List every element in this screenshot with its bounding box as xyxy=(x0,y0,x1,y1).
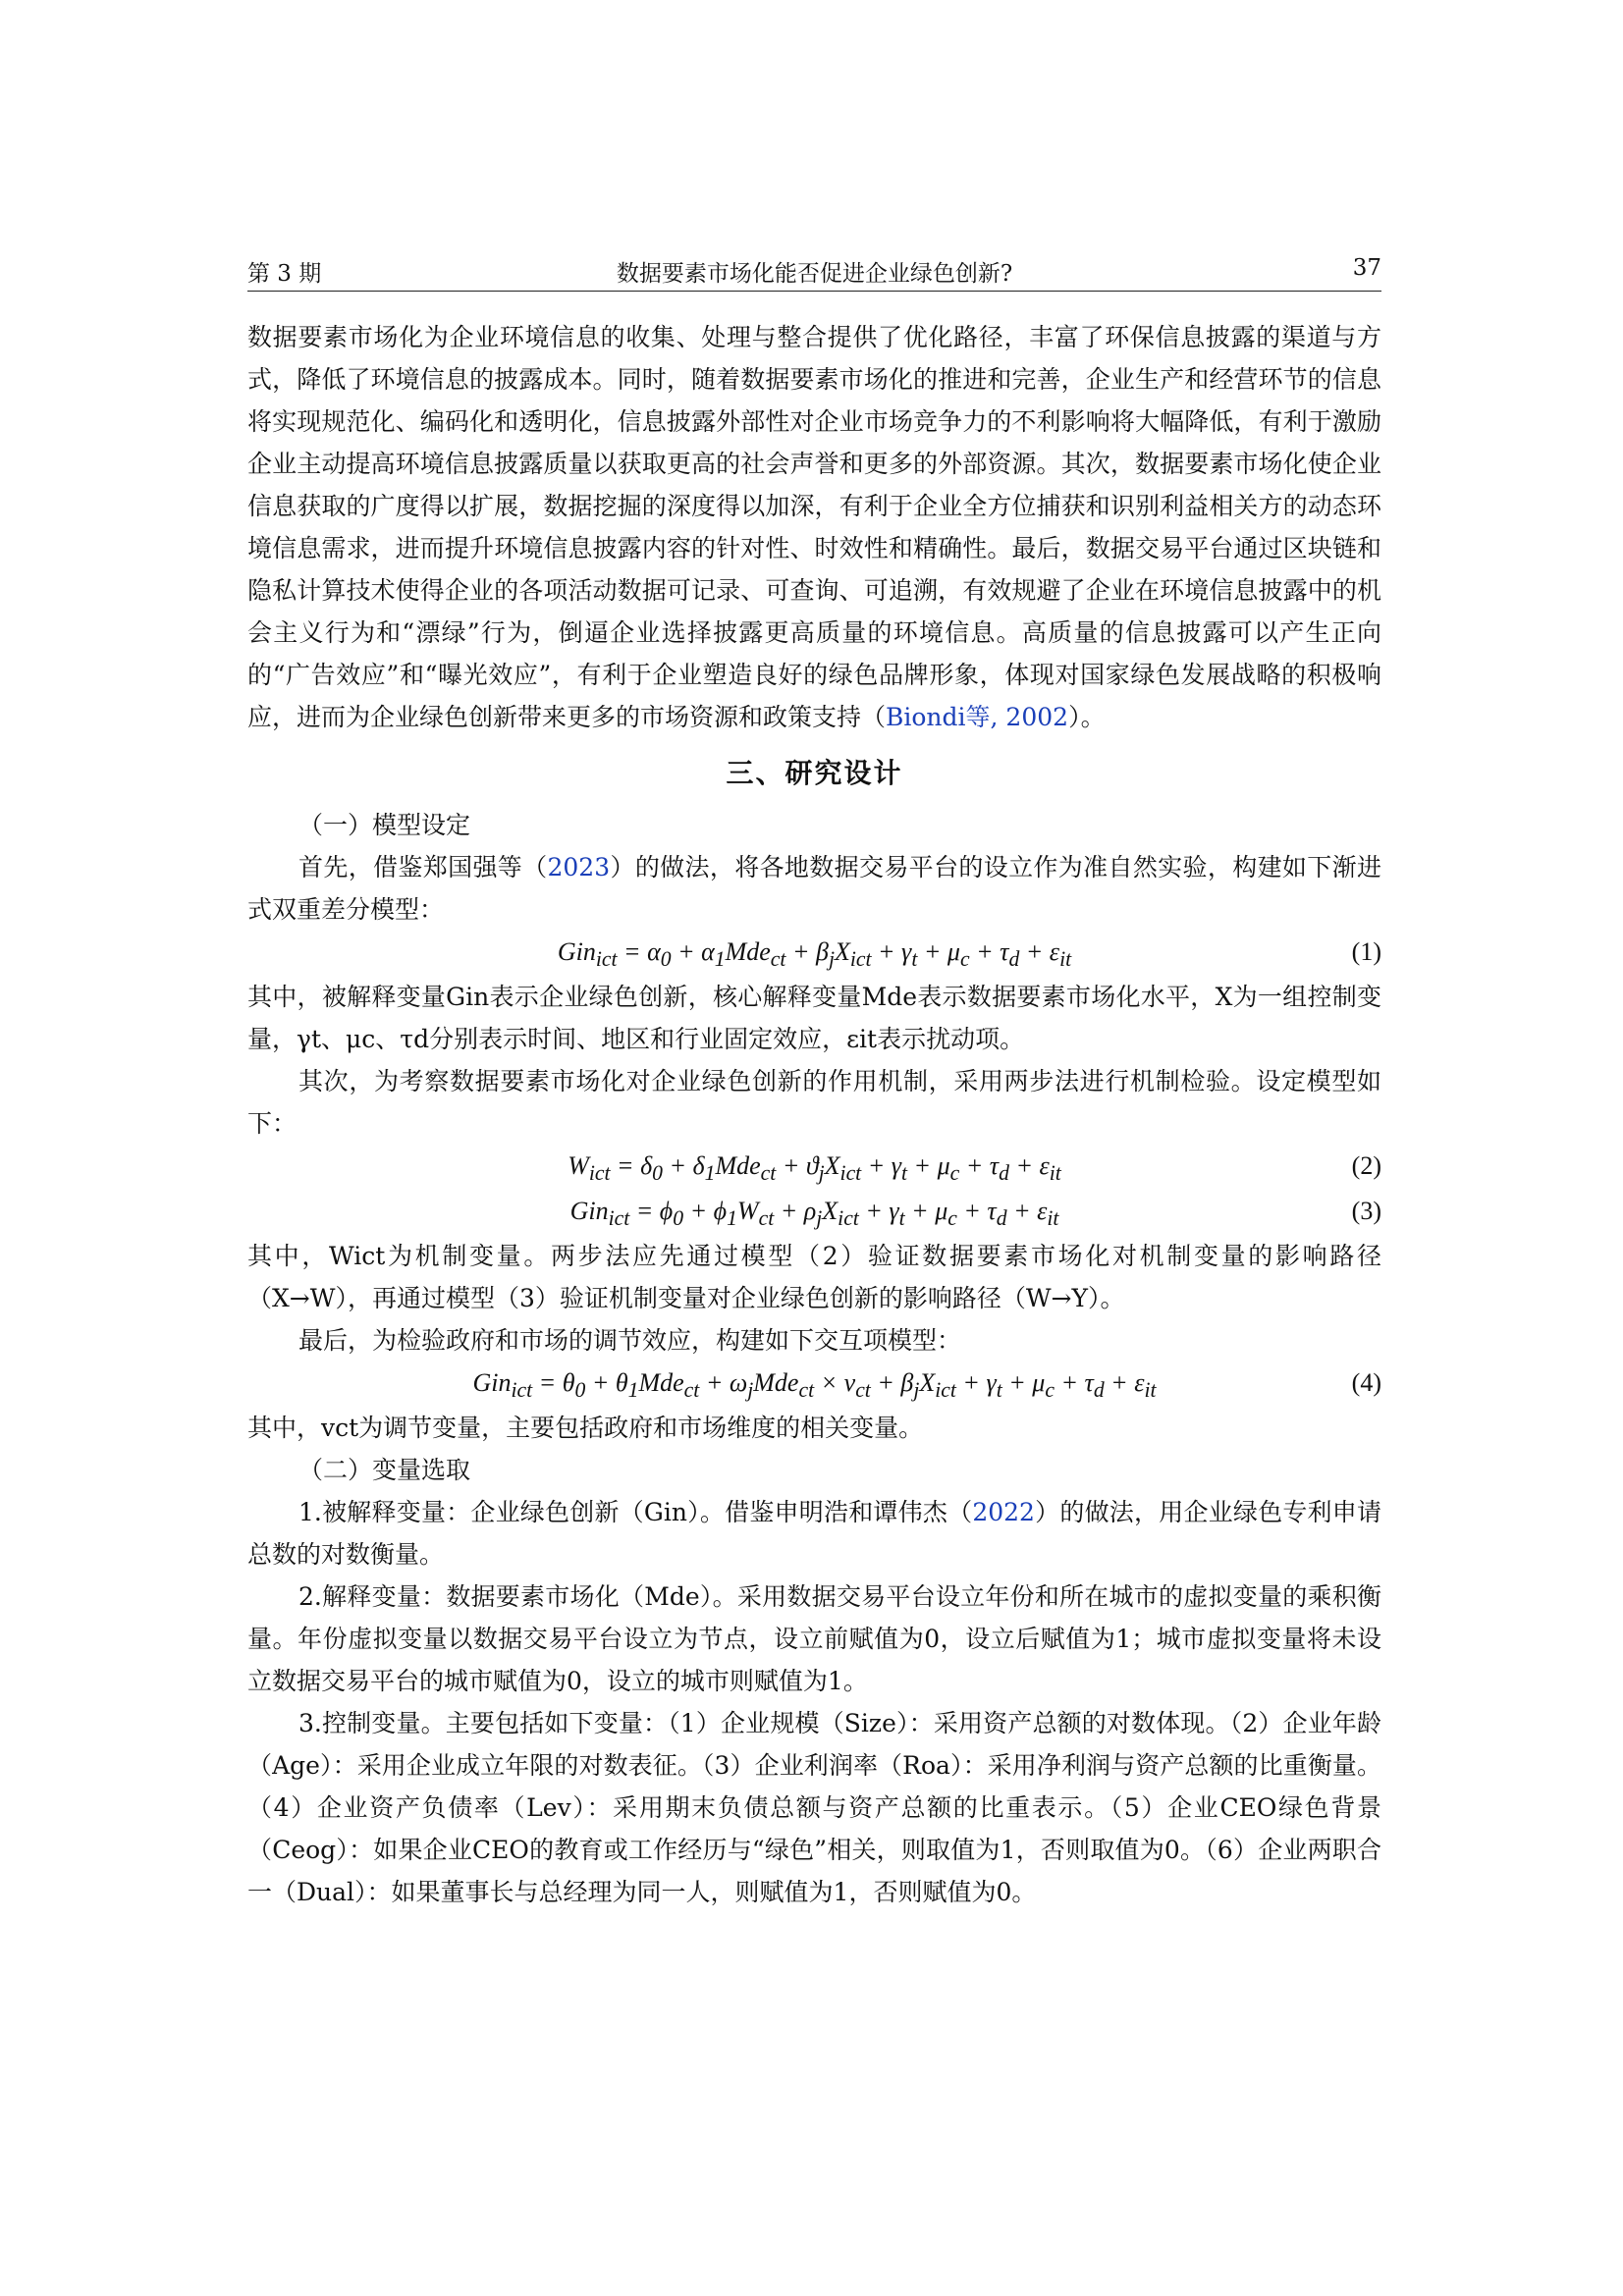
issue-number: 第 3 期 xyxy=(247,261,322,287)
paragraph: 2.解释变量：数据要素市场化（Mde）。采用数据交易平台设立年份和所在城市的虚拟变量的乘积衡量。年份虚拟变量以数据交易平台设立为节点，设立前赋值为0，设立后赋值为1；城市虚拟变量将未设立数据交易平台的城市赋值为0，设立的城市则赋值为1。 xyxy=(247,1582,1381,1695)
equation-1: $Gin_{ict} = \alpha_0 + \alpha_1Mde_{ct} + \beta_jX_{ict} + \gamma_t + \mu_c + \tau_d + \varepsilon_{it}$ (1) xyxy=(247,931,1381,976)
equation-number: (1) xyxy=(1351,937,1381,966)
equation-3: $Gin_{ict} = \phi_0 + \phi_1W_{ct} + \rho_jX_{ict} + \gamma_t + \mu_c + \tau_d + \varepsilon_{it}$ (3) xyxy=(247,1190,1381,1235)
equation-number: (3) xyxy=(1351,1197,1381,1225)
subsection-title: （一）模型设定 xyxy=(298,811,471,839)
citation-link[interactable]: 2022 xyxy=(972,1498,1035,1526)
paragraph: 首先，借鉴郑国强等（2023）的做法，将各地数据交易平台的设立作为准自然实验，构建如下渐进式双重差分模型： xyxy=(247,853,1381,924)
equation-4: $Gin_{ict} = \theta_0 + \theta_1Mde_{ct} + \omega_jMde_{ct} \times v_{ct} + \beta_jX_{ict} + \gamma_t + \mu_c + \tau_d + \varepsilon_{it}$ (4) xyxy=(247,1362,1381,1407)
equation-2: $W_{ict} = \delta_0 + \delta_1Mde_{ct} + ϑ_jX_{ict} + \gamma_t + \mu_c + \tau_d + \varepsilon_{it}$ (2) xyxy=(247,1145,1381,1190)
paragraph: 其中，vct为调节变量，主要包括政府和市场维度的相关变量。 xyxy=(247,1414,924,1442)
paragraph: 其中，Wict为机制变量。两步法应先通过模型（2）验证数据要素市场化对机制变量的影响路径（X→W），再通过模型（3）验证机制变量对企业绿色创新的影响路径（W→Y）。 xyxy=(247,1242,1381,1312)
paragraph: 数据要素市场化为企业环境信息的收集、处理与整合提供了优化路径，丰富了环保信息披露的渠道与方式，降低了环境信息的披露成本。同时，随着数据要素市场化的推进和完善，企业生产和经营环节的信息将实现规范化、编码化和透明化，信息披露外部性对企业市场竞争力的不利影响将大幅降低，有利于激励企业主动提高环境信息披露质量以获取更高的社会声誉和更多的外部资源。其次，数据要素市场化使企业信息获取的广度得以扩展，数据挖掘的深度得以加深，有利于企业全方位捕获和识别利益相关方的动态环境信息需求，进而提升环境信息披露内容的针对性、时效性和精确性。最后，数据交易平台通过区块链和隐私计算技术使得企业的各项活动数据可记录、可查询、可追溯，有效规避了企业在环境信息披露中的机会主义行为和“漂绿”行为，倒逼企业选择披露更高质量的环境信息。高质量的信息披露可以产生正向的“广告效应”和“曝光效应”，有利于企业塑造良好的绿色品牌形象，体现对国家绿色发展战略的积极响应，进而为企业绿色创新带来更多的市场资源和政策支持（Biondi等, 2002）。 xyxy=(247,323,1381,731)
subsection-title: （二）变量选取 xyxy=(298,1456,471,1484)
paragraph: 其中，被解释变量Gin表示企业绿色创新，核心解释变量Mde表示数据要素市场化水平，X为一组控制变量，γt、μc、τd分别表示时间、地区和行业固定效应，εit表示扰动项。 xyxy=(247,983,1381,1053)
paragraph: 最后，为检验政府和市场的调节效应，构建如下交互项模型： xyxy=(298,1326,962,1355)
running-title: 数据要素市场化能否促进企业绿色创新? xyxy=(616,261,1013,287)
equation-number: (2) xyxy=(1351,1151,1381,1180)
running-header xyxy=(247,247,1381,292)
citation-link[interactable]: Biondi等, 2002 xyxy=(886,703,1069,731)
equation-number: (4) xyxy=(1351,1368,1381,1397)
body-text xyxy=(247,316,1381,1913)
page-number: 37 xyxy=(1352,255,1381,281)
paragraph: 3.控制变量。主要包括如下变量：（1）企业规模（Size）：采用资产总额的对数体现。（2）企业年龄（Age）：采用企业成立年限的对数表征。（3）企业利润率（Roa）：采用净利润与资产总额的比重衡量。（4）企业资产负债率（Lev）：采用期末负债总额与资产总额的比重表示。（5）企业CEO绿色背景（Ceog）：如果企业CEO的教育或工作经历与“绿色”相关，则取值为1，否则取值为0。（6）企业两职合一（Dual）：如果董事长与总经理为同一人，则赋值为1，否则赋值为0。 xyxy=(247,1709,1381,1906)
paragraph: 其次，为考察数据要素市场化对企业绿色创新的作用机制，采用两步法进行机制检验。设定模型如下： xyxy=(247,1067,1381,1138)
citation-link[interactable]: 2023 xyxy=(547,853,611,881)
paragraph: 1.被解释变量：企业绿色创新（Gin）。借鉴申明浩和谭伟杰（2022）的做法，用企业绿色专利申请总数的对数衡量。 xyxy=(247,1498,1381,1569)
section-title: 三、研究设计 xyxy=(726,757,903,789)
